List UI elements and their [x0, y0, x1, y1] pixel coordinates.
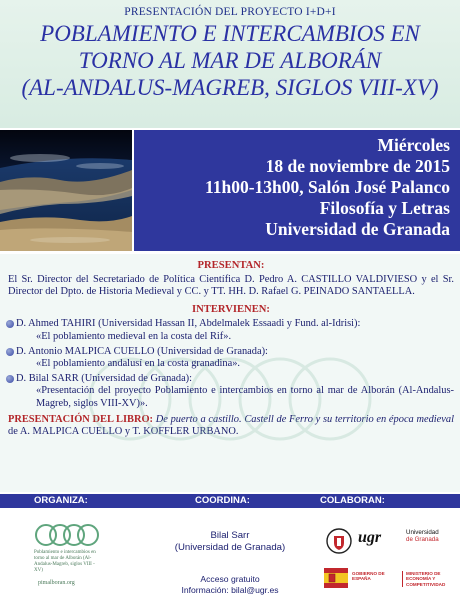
footer-bar — [0, 494, 460, 508]
poster-header — [0, 0, 460, 128]
coordina-label: COORDINA: — [195, 495, 250, 506]
program-body — [0, 254, 460, 492]
event-time-venue: 11h00-13h00, Salón José Palanco — [204, 177, 450, 197]
ugr-wordmark: ugr — [358, 529, 382, 546]
speaker-name: D. Bilal SARR (Universidad de Granada): — [16, 372, 193, 384]
speaker-name: D. Ahmed TAHIRI (Universidad Hassan II, Abdelmalek Essaadi y Fund. al-Idrisi): — [16, 318, 361, 330]
contact-info: Información: bilal@ugr.es — [181, 585, 279, 595]
ugr-name-line-2: de Granada — [406, 536, 439, 543]
organiza-label: ORGANIZA: — [34, 495, 88, 506]
event-faculty: Filosofía y Letras — [319, 198, 450, 218]
government-logo — [324, 568, 454, 590]
coordinator-block — [140, 518, 320, 596]
presentan-heading: PRESENTAN: — [197, 260, 265, 271]
project-kicker: PRESENTACIÓN DEL PROYECTO I+D+I — [124, 6, 336, 18]
speaker-talk: «El poblamiento andalusí en la costa granadina». — [36, 358, 240, 370]
speaker-item — [8, 318, 454, 343]
event-university: Universidad de Granada — [265, 219, 450, 239]
colaboran-label: COLABORAN: — [320, 495, 385, 506]
coordinator-name: Bilal Sarr — [210, 530, 250, 541]
ugr-crest-icon — [326, 528, 352, 554]
satellite-earth-image — [0, 130, 132, 251]
bullet-icon — [6, 348, 14, 356]
collaborators-logos — [322, 526, 456, 596]
free-access: Acceso gratuito — [200, 574, 260, 584]
government-label: GOBIERNO DE ESPAÑA — [352, 571, 385, 582]
ugr-name — [406, 529, 439, 543]
title-line-2: TORNO AL MAR DE ALBORÁN — [78, 48, 382, 73]
coordinator-university: (Universidad de Granada) — [174, 542, 286, 553]
spain-coat-of-arms-icon — [324, 568, 348, 588]
book-authors: de A. MALPICA CUELLO y T. KOFFLER URBANO. — [8, 426, 239, 438]
book-label: PRESENTACIÓN DEL LIBRO: — [8, 413, 154, 425]
title-line-1: POBLAMIENTO E INTERCAMBIOS EN — [40, 21, 420, 46]
bullet-icon — [6, 375, 14, 383]
book-title: De puerto a castillo. Castell de Ferro y su territorio en época medieval — [153, 413, 454, 425]
project-knot-icon — [20, 520, 112, 550]
presentan-text: El Sr. Director del Secretariado de Política Científica D. Pedro A. CASTILLO VALDIVIESO y el Sr. Director del Dpto. de Historia Medieval y CC. y TT. HH. D. Rafael G. PEINADO SANTAELLA. — [8, 273, 454, 298]
speaker-item — [8, 346, 454, 371]
satellite-photo — [0, 130, 132, 251]
title-line-3: (AL-ANDALUS-MAGREB, SIGLOS VIII-XV) — [21, 75, 439, 100]
intervienen-heading: INTERVIENEN: — [192, 303, 270, 315]
ugr-name-line-1: Universidad — [406, 529, 439, 536]
ministry-label: MINISTERIO DE ECONOMÍA Y COMPETITIVIDAD — [402, 571, 454, 587]
speaker-name: D. Antonio MALPICA CUELLO (Universidad de Granada): — [16, 345, 268, 357]
event-details — [134, 130, 460, 251]
speaker-talk: «El poblamiento medieval en la costa del Rif». — [36, 330, 232, 342]
speaker-talk: «Presentación del proyecto Poblamiento e intercambios en torno al mar de Alborán (Al-Andalus-Magreb, siglos VIII-XV)». — [36, 385, 454, 409]
project-website: pimalboran.org — [38, 580, 75, 586]
project-logo — [20, 520, 112, 598]
event-date: 18 de noviembre de 2015 — [265, 156, 450, 176]
event-day: Miércoles — [377, 135, 450, 155]
bullet-icon — [6, 320, 14, 328]
speaker-item — [8, 373, 454, 411]
project-logo-text: Poblamiento e intercambios en torno al mar de Alborán (Al-Andalus-Magreb, siglos VIII - XV) — [34, 550, 96, 573]
